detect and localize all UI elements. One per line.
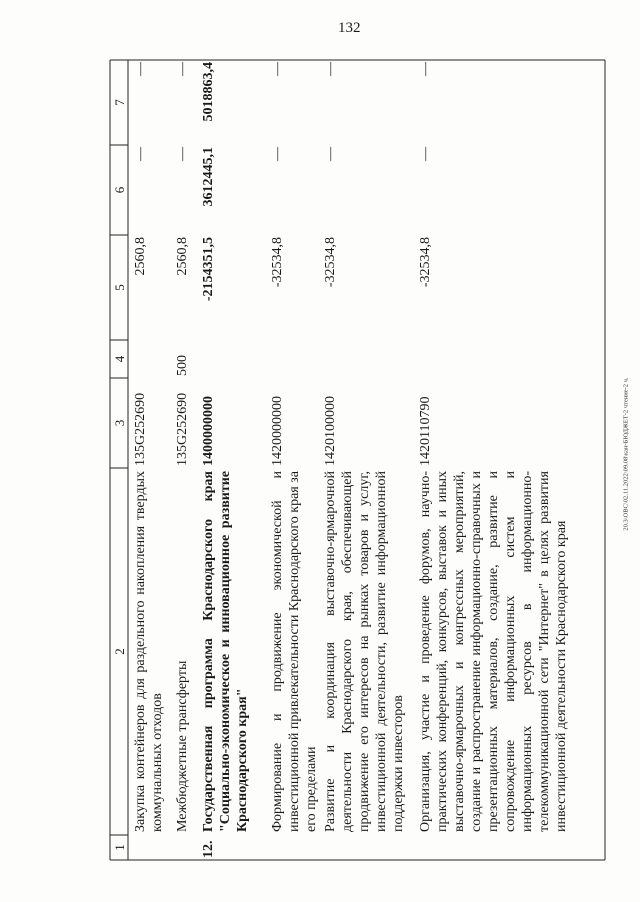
cell-number: 12. <box>201 840 216 858</box>
footer-code <box>620 44 632 864</box>
cell-code: 1400000000 <box>201 396 216 466</box>
cell-amount-2: — <box>323 147 338 161</box>
cell-code: 1420110790 <box>418 396 433 466</box>
cell-amount-3: — <box>418 62 433 76</box>
cell-amount-2: — <box>175 147 190 161</box>
cell-name: Формирование и продвижение экономической и инвестиционной привлекательности Краснодарского края за его пределами <box>270 471 319 832</box>
cell-code: 1420000000 <box>270 396 285 466</box>
cell-amount-1: 2560,8 <box>133 237 148 276</box>
cell-amount-1: -32534,8 <box>323 237 338 288</box>
column-header: 5 <box>112 284 127 291</box>
cell-amount-1: 2560,8 <box>175 237 190 276</box>
column-header: 7 <box>112 99 127 106</box>
cell-amount-3: 5018863,4 <box>201 62 216 122</box>
footer-code-text: 20.3\ОВС\02.11.2022\09.08\кан-БЮДЖЕТ-2 чтение-2 ч. <box>622 377 630 531</box>
cell-amount-2: — <box>270 147 285 161</box>
column-header: 2 <box>112 648 127 655</box>
cell-code: 135G252690 <box>175 392 190 466</box>
cell-amount-3: — <box>323 62 338 76</box>
column-header: 6 <box>112 186 127 194</box>
cell-amount-2: — <box>418 147 433 161</box>
cell-amount-3: — <box>133 62 148 76</box>
cell-expense-type: 500 <box>175 355 190 376</box>
column-header: 4 <box>112 355 127 363</box>
page-number: 132 <box>338 20 361 36</box>
cell-name: Межбюджетные трансферты <box>175 660 190 832</box>
cell-amount-2: 3612445,1 <box>201 147 216 207</box>
cell-amount-1: -32534,8 <box>418 237 433 288</box>
cell-amount-3: — <box>270 62 285 76</box>
cell-amount-3: — <box>175 62 190 76</box>
cell-amount-1: -2154351,5 <box>201 237 216 302</box>
column-header: 1 <box>112 844 127 851</box>
cell-name: Закупка контейнеров для раздельного накопления твердых коммунальных отходов <box>133 471 165 832</box>
cell-code: 1420100000 <box>323 396 338 466</box>
cell-name: Развитие и координация выставочно-ярмарочной деятельности Краснодарского края, обеспечивающей продвижение его интересов на рынках товаров и услуг, инвестиционной деятельности, развитие информационной поддержки инвесторов <box>323 471 406 832</box>
cell-amount-1: -32534,8 <box>270 237 285 288</box>
cell-amount-2: — <box>133 147 148 161</box>
cell-code: 135G252690 <box>133 392 148 466</box>
budget-table <box>110 60 605 860</box>
cell-name: Организация, участие и проведение форумов, научно-практических конференций, конкурсов, выставок и иных выставочно-ярмарочных и конгрессных мероприятий, создание и распространение информационно-справочных и презентационных материалов, создание, развитие и сопровождение информационных систем и информационных ресурсов в информационно-телекоммуникационной сети "Интернет" в целях развития инвестиционной деятельности Краснодарского края <box>418 471 569 832</box>
column-header: 3 <box>112 419 127 427</box>
cell-name: Государственная программа Краснодарского края "Социально-экономическое и инновационное развитие Краснодарского края" <box>201 471 250 832</box>
